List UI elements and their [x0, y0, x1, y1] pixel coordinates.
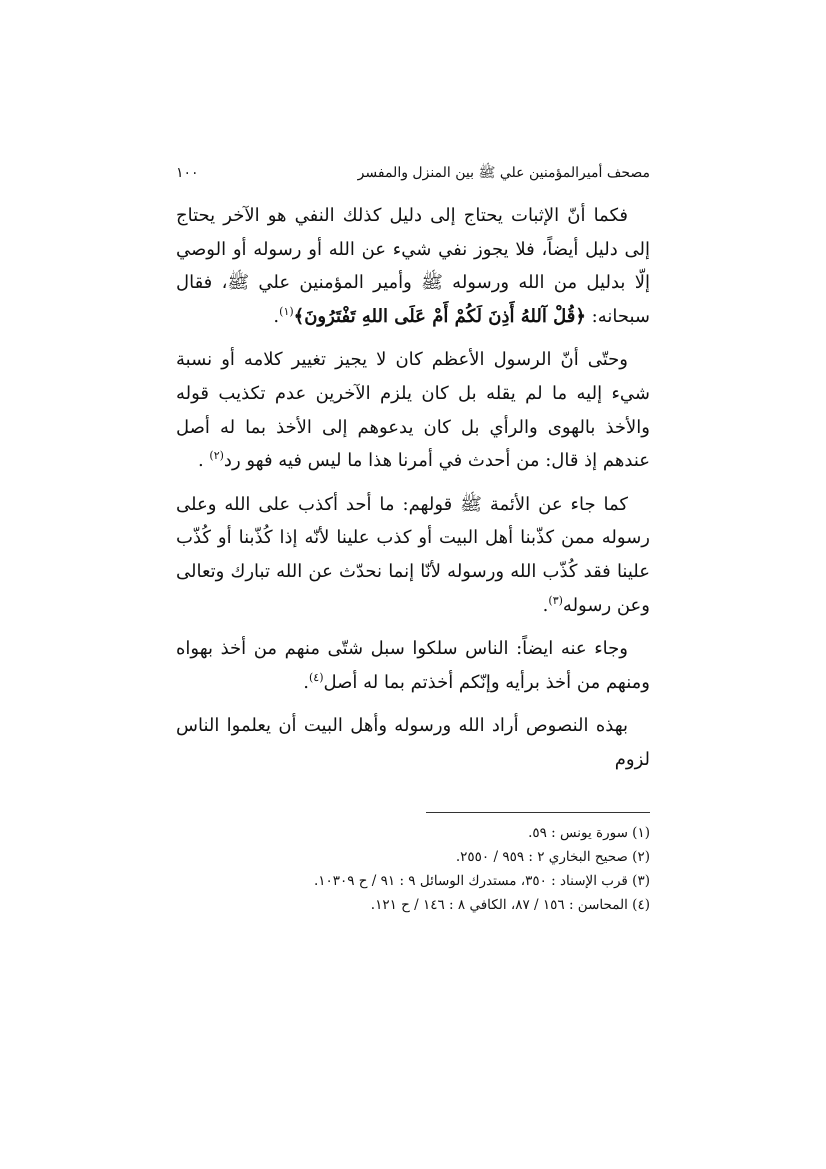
footnote: (٢) صحيح البخاري ٢ : ٩٥٩ / ٢٥٥٠. — [455, 849, 650, 865]
footnote-mark: (٤) — [309, 670, 324, 684]
paragraph-text: كما جاء عن الأئمة ﷺ قولهم: ما أحد أكذب على الله وعلى رسوله ممن كذّبنا أهل البيت أو كذب علينا لأنّه إذا كُذّبنا أو كُذّب علينا فقد كُذّب الله ورسوله لأنّا إنما نحدّث عن الله تبارك وتعالى وعن رسوله — [176, 493, 650, 616]
body-text — [176, 199, 650, 777]
paragraph-tail: . — [542, 594, 549, 616]
paragraph-tail: . — [197, 450, 210, 472]
paragraph-text: بهذه النصوص أراد الله ورسوله وأهل البيت أن يعلموا الناس لزوم — [176, 715, 650, 770]
footnote-separator — [426, 812, 650, 813]
quran-verse: ﴿قُلْ آللهُ أَذِنَ لَكُمْ أَمْ عَلَى اللهِ تَفْتَرُونَ﴾ — [293, 305, 586, 327]
footnotes — [176, 821, 650, 917]
paragraph-tail: . — [273, 305, 280, 327]
paragraph — [176, 709, 650, 776]
footnote: (١) سورة يونس : ٥٩. — [528, 825, 650, 841]
paragraph — [176, 343, 650, 477]
header-title: مصحف أميرالمؤمنين علي ﷺ بين المنزل والمفسر — [357, 165, 650, 181]
footnote-mark: (٣) — [548, 593, 563, 607]
footnote: (٣) قرب الإسناد : ٣٥٠، مستدرك الوسائل ٩ : ٩١ / ح ١٠٣٠٩. — [313, 873, 650, 889]
footnote-mark: (١) — [279, 304, 294, 318]
page-number: ١٠٠ — [176, 165, 199, 181]
paragraph-text: وجاء عنه ايضاً: الناس سلكوا سبل شتّى منهم من أخذ بهواه ومنهم من أخذ برأيه وإنّكم أخذتم بما له أصل — [176, 638, 650, 693]
running-header — [176, 163, 650, 189]
paragraph-text: فكما أنّ الإثبات يحتاج إلى دليل كذلك النفي هو الآخر يحتاج إلى دليل أيضاً، فلا يجوز نفي شيء عن الله أو رسوله أو الوصي إلّا بدليل من الله ورسوله ﷺ وأمير المؤمنين علي ﷺ، فقال سبحانه: — [176, 205, 650, 327]
paragraph — [176, 632, 650, 699]
paragraph — [176, 488, 650, 622]
paragraph-text: وحتّى أنّ الرسول الأعظم كان لا يجيز تغيير كلامه أو نسبة شيء إليه ما لم يقله بل كان يلزم الآخرين عدم تكذيب قوله والأخذ بالهوى والرأي بل كان يدعوهم إلى الأخذ بما له أصل عندهم إذ قال: من أحدث في أمرنا هذا ما ليس فيه فهو رد — [176, 349, 650, 472]
footnote-mark: (٢) — [209, 449, 224, 463]
paragraph — [176, 199, 650, 333]
paragraph-tail: . — [303, 671, 309, 693]
footnote: (٤) المحاسن : ١٥٦ / ٨٧، الكافي ٨ : ١٤٦ / ح ١٢١. — [370, 897, 650, 913]
